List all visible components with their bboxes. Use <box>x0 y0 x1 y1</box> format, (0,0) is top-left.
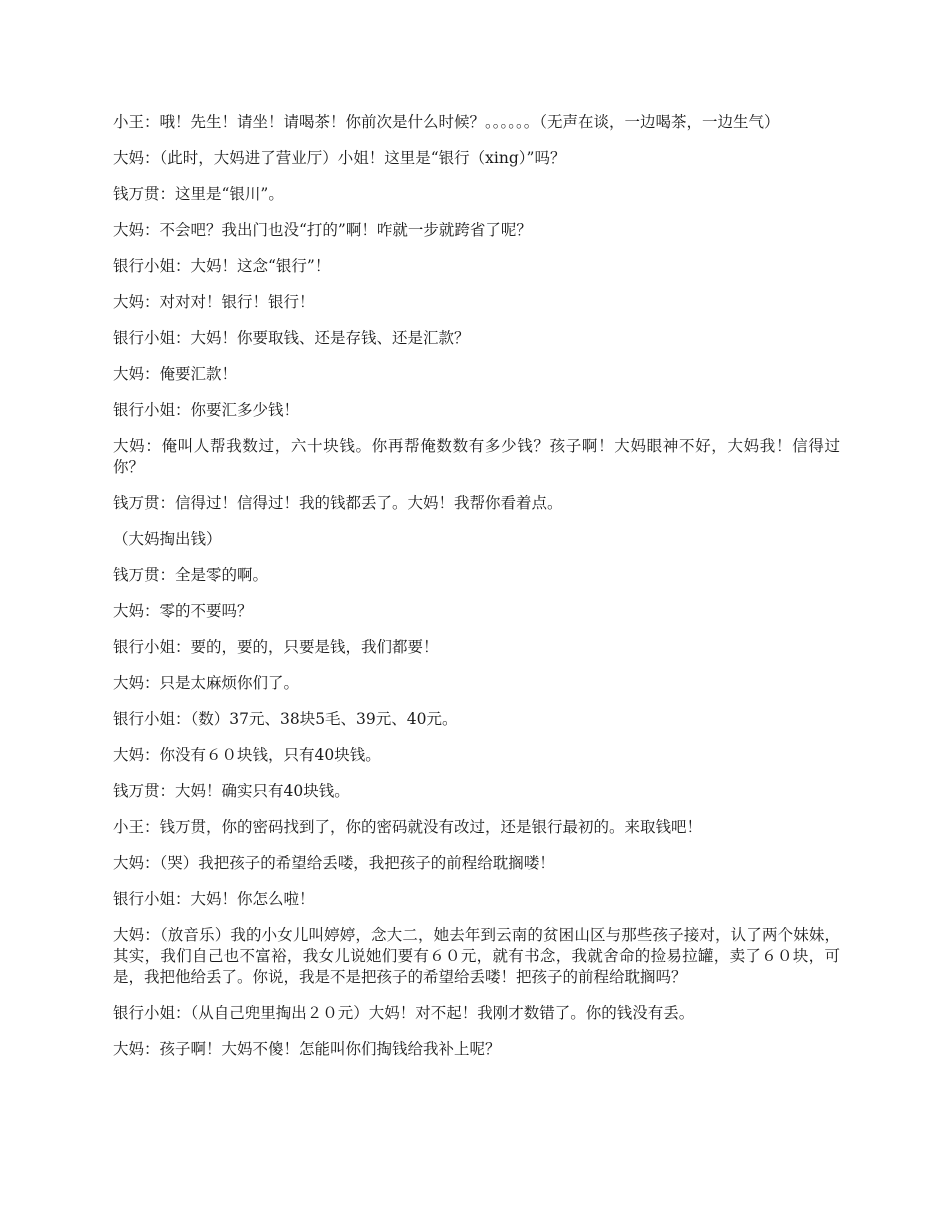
dialogue-line: 大妈：你没有６０块钱，只有40块钱。 <box>113 746 381 764</box>
dialogue-line: 钱万贯：这里是“银川”。 <box>113 185 284 203</box>
dialogue-line: 大妈：（哭）我把孩子的希望给丢喽，我把孩子的前程给耽搁喽！ <box>113 854 555 872</box>
dialogue-line: 银行小姐：大妈！这念“银行”！ <box>113 257 331 275</box>
dialogue-line: 大妈：只是太麻烦你们了。 <box>113 674 300 692</box>
dialogue-line: 银行小姐：大妈！你怎么啦！ <box>113 890 315 908</box>
dialogue-line: 大妈：（放音乐）我的小女儿叫婷婷，念大二，她去年到云南的贫困山区与那些孩子接对，认了两个妹妹，其实，我们自己也不富裕，我女儿说她们要有６０元，就有书念，我就舍命的捡易拉罐，卖了６０块，可是，我把他给丢了。你说，我是不是把孩子的希望给丢喽！把孩子的前程给耽搁吗？ <box>113 926 840 986</box>
dialogue-line: 小王：钱万贯，你的密码找到了，你的密码就没有改过，还是银行最初的。来取钱吧！ <box>113 818 703 836</box>
dialogue-line: 大妈：不会吧？我出门也没“打的”啊！咋就一步就跨省了呢？ <box>113 221 532 239</box>
dialogue-line: 钱万贯：信得过！信得过！我的钱都丢了。大妈！我帮你看着点。 <box>113 494 563 512</box>
dialogue-line: 小王：哦！先生！请坐！请喝茶！你前次是什么时候？。。。。。。（无声在谈，一边喝茶，一边生气） <box>113 113 780 131</box>
dialogue-line: 大妈：零的不要吗？ <box>113 602 253 620</box>
dialogue-line: 大妈：（此时，大妈进了营业厅）小姐！这里是“银行（xing）”吗？ <box>113 149 566 167</box>
document-page <box>113 112 840 1075</box>
dialogue-line: 银行小姐：大妈！你要取钱、还是存钱、还是汇款？ <box>113 329 470 347</box>
dialogue-line: 银行小姐：（从自己兜里掏出２０元）大妈！对不起！我刚才数错了。你的钱没有丢。 <box>113 1004 695 1022</box>
dialogue-line: 银行小姐：要的，要的，只要是钱，我们都要！ <box>113 638 439 656</box>
dialogue-line: 银行小姐：（数）37元、38块5毛、39元、40元。 <box>113 710 458 728</box>
dialogue-line: 大妈：俺叫人帮我数过，六十块钱。你再帮俺数数有多少钱？孩子啊！大妈眼神不好，大妈我！信得过你？ <box>113 437 840 476</box>
stage-direction: （大妈掏出钱） <box>113 530 222 548</box>
dialogue-line: 大妈：对对对！银行！银行！ <box>113 293 315 311</box>
dialogue-line: 大妈：俺要汇款！ <box>113 365 238 383</box>
dialogue-line: 银行小姐：你要汇多少钱！ <box>113 401 300 419</box>
dialogue-line: 钱万贯：全是零的啊。 <box>113 566 269 584</box>
dialogue-line: 大妈：孩子啊！大妈不傻！怎能叫你们掏钱给我补上呢？ <box>113 1040 501 1058</box>
dialogue-line: 钱万贯：大妈！确实只有40块钱。 <box>113 782 350 800</box>
